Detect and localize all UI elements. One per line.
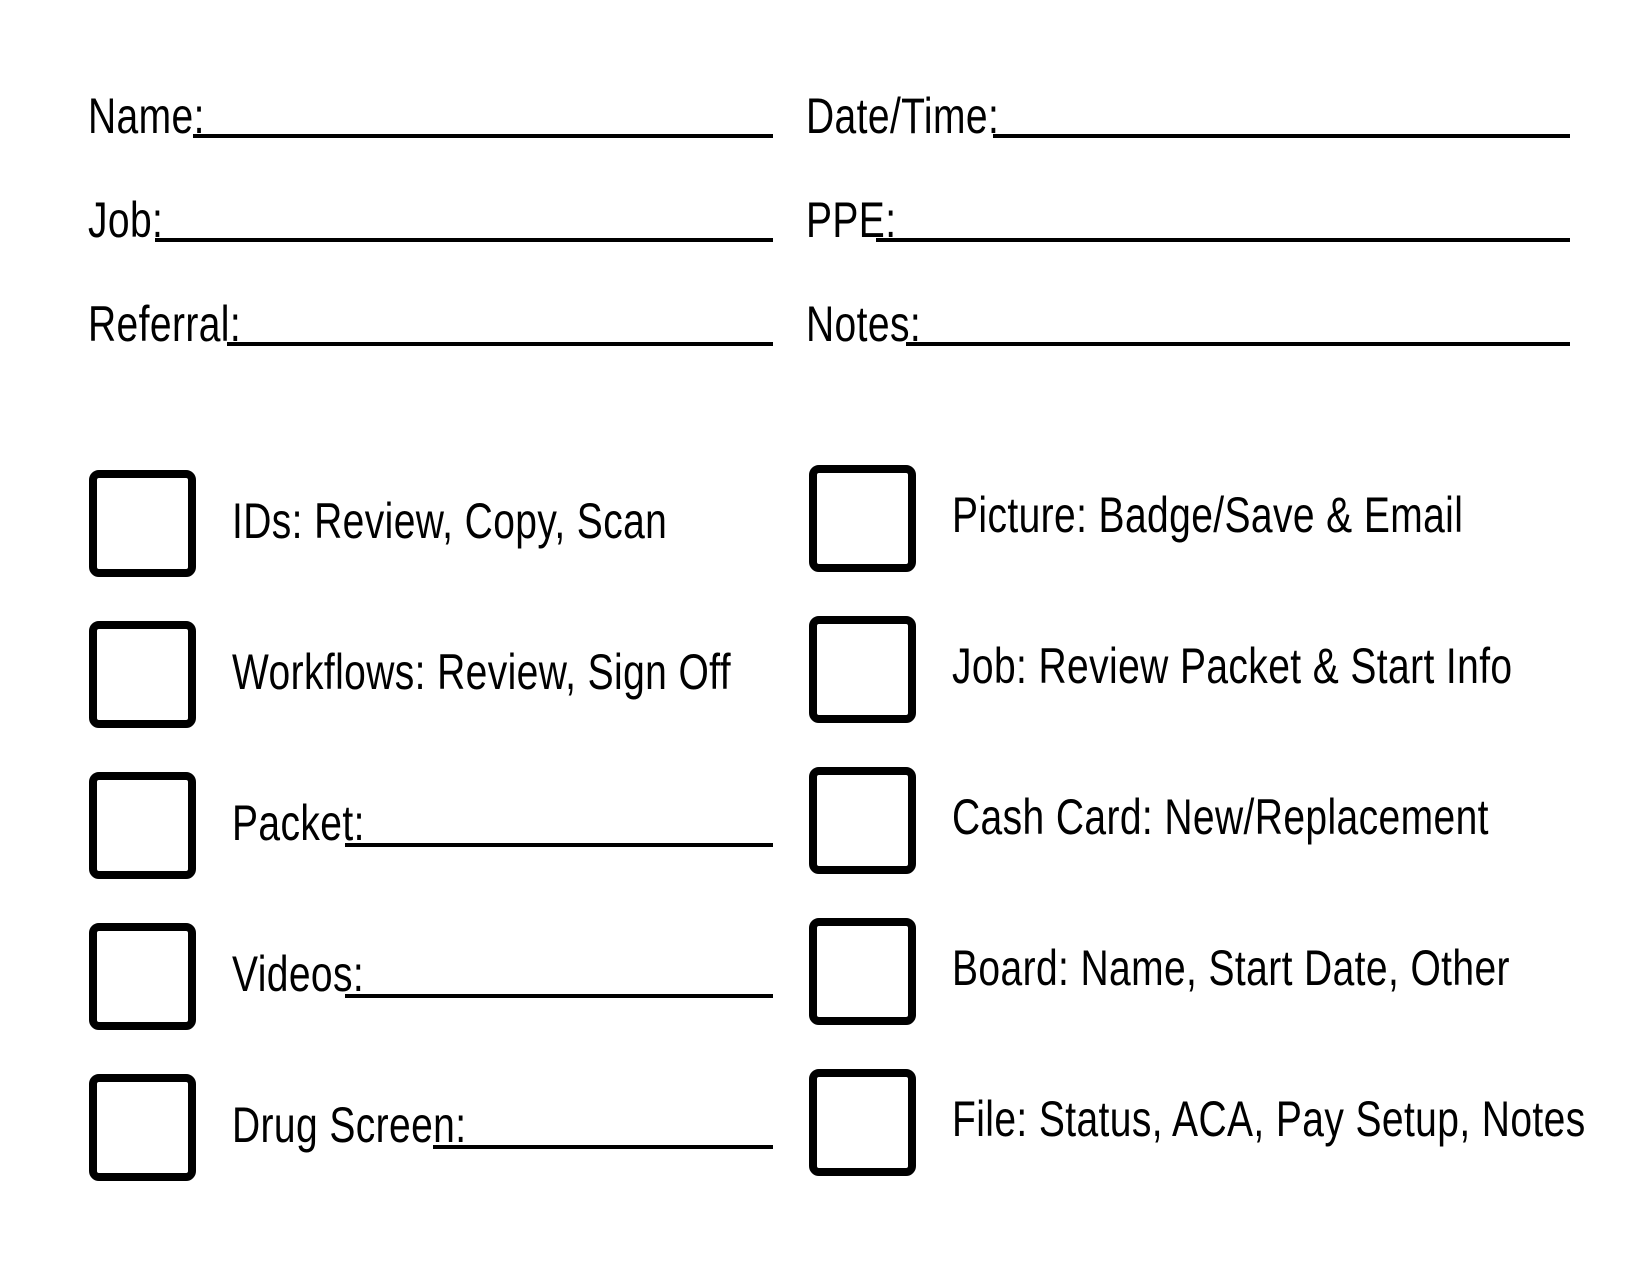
date-time-field[interactable] xyxy=(993,134,1570,138)
notes-label: Notes: xyxy=(806,296,922,352)
videos-field[interactable] xyxy=(345,994,773,998)
ids-checkbox[interactable] xyxy=(89,470,196,577)
file-checkbox[interactable] xyxy=(809,1069,916,1176)
drug-screen-field[interactable] xyxy=(433,1145,773,1149)
picture-item-label: Picture: Badge/Save & Email xyxy=(952,487,1464,543)
name-field[interactable] xyxy=(193,134,773,138)
videos-checkbox[interactable] xyxy=(89,923,196,1030)
drug-screen-item-label: Drug Screen: xyxy=(232,1097,467,1153)
packet-item-label: Packet: xyxy=(232,795,365,851)
job-field[interactable] xyxy=(155,238,773,242)
workflows-checkbox[interactable] xyxy=(89,621,196,728)
file-item-label: File: Status, ACA, Pay Setup, Notes xyxy=(952,1091,1586,1147)
ppe-label: PPE: xyxy=(806,192,897,248)
drug-screen-checkbox[interactable] xyxy=(89,1074,196,1181)
videos-item-label: Videos: xyxy=(232,946,365,1002)
packet-checkbox[interactable] xyxy=(89,772,196,879)
picture-checkbox[interactable] xyxy=(809,465,916,572)
ppe-field[interactable] xyxy=(876,238,1570,242)
name-label: Name: xyxy=(88,88,205,144)
referral-field[interactable] xyxy=(227,342,773,346)
cash-card-item-label: Cash Card: New/Replacement xyxy=(952,789,1489,845)
board-item-label: Board: Name, Start Date, Other xyxy=(952,940,1510,996)
job-label: Job: xyxy=(88,192,164,248)
packet-field[interactable] xyxy=(345,843,773,847)
cash-card-checkbox[interactable] xyxy=(809,767,916,874)
board-checkbox[interactable] xyxy=(809,918,916,1025)
workflows-item-label: Workflows: Review, Sign Off xyxy=(232,644,731,700)
job-review-item-label: Job: Review Packet & Start Info xyxy=(952,638,1513,694)
notes-field[interactable] xyxy=(906,342,1570,346)
date-time-label: Date/Time: xyxy=(806,88,1000,144)
ids-item-label: IDs: Review, Copy, Scan xyxy=(232,493,668,549)
referral-label: Referral: xyxy=(88,296,242,352)
job-review-checkbox[interactable] xyxy=(809,616,916,723)
